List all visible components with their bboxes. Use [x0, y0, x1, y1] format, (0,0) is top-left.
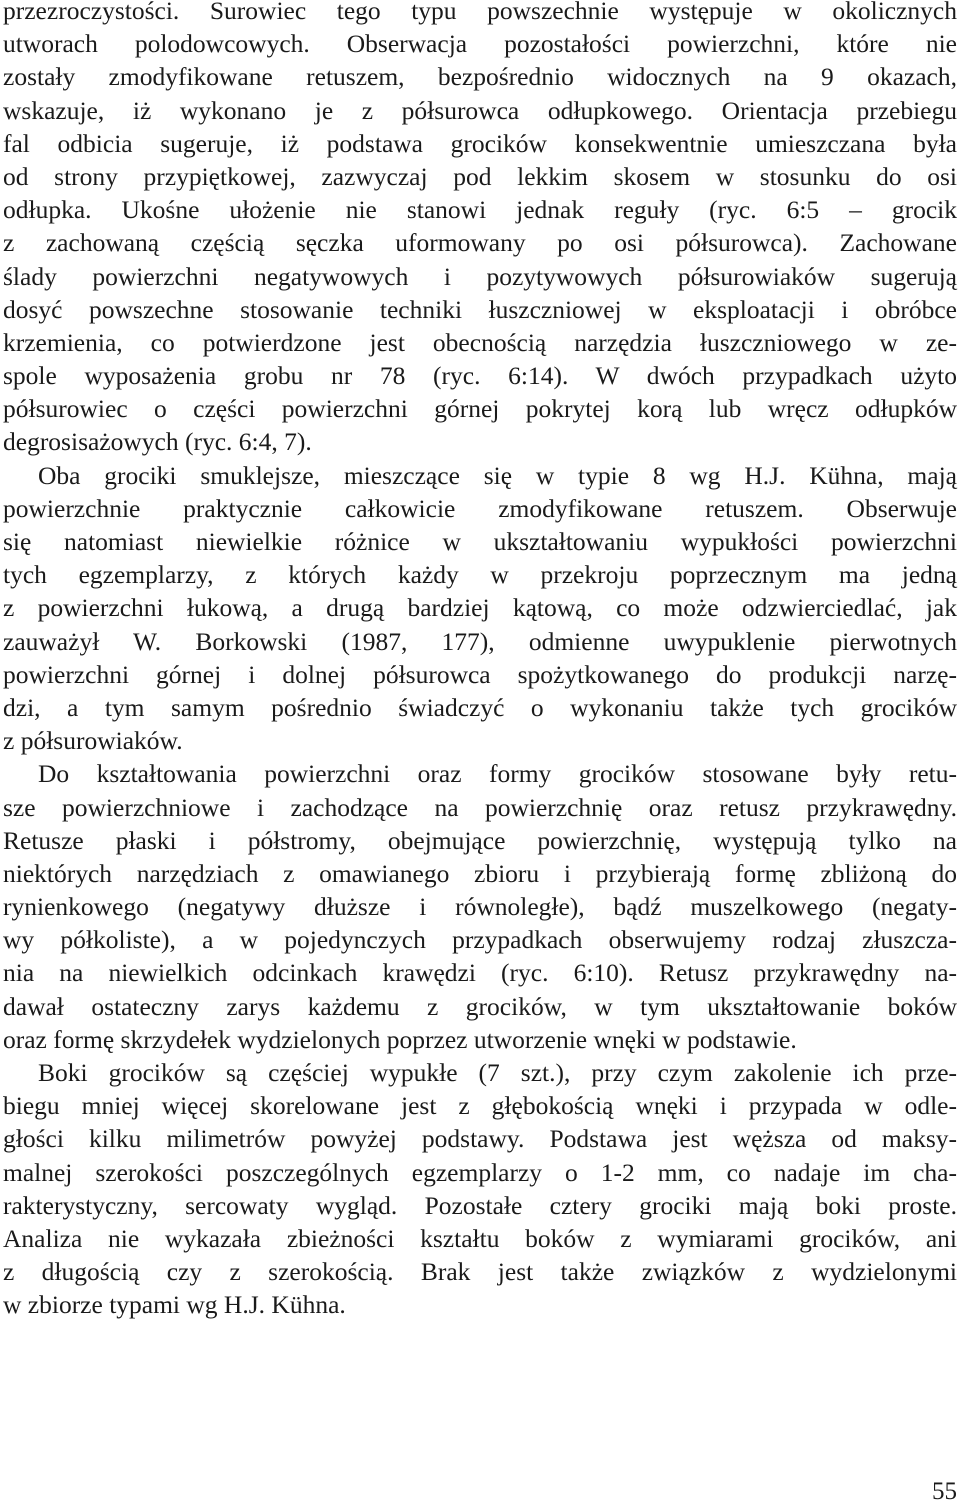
text-line: z półsurowiaków. [3, 726, 183, 756]
text-line: fal odbicia sugeruje, iż podstawa grocików konsekwentnie umieszczana była [3, 128, 957, 158]
text-line: się natomiast niewielkie różnice w ukształtowaniu wypukłości powierzchni [3, 527, 957, 556]
text-line: dawał ostateczny zarys każdemu z grocików, w tym ukształtowanie boków [3, 991, 957, 1021]
paragraph [3, 1056, 957, 1322]
text-line: spole wyposażenia grobu nr 78 (ryc. 6:14). W dwóch przypadkach użyto [3, 361, 957, 391]
text-line: odłupka. Ukośne ułożenie nie stanowi jednak reguły (ryc. 6:5 – grocik [3, 195, 957, 225]
text-line: Do kształtowania powierzchni oraz formy grocików stosowane były retu- [38, 759, 957, 789]
text-line: malnej szerokości poszczególnych egzemplarzy o 1-2 mm, co nadaje im cha- [3, 1157, 957, 1187]
text-line: tych egzemplarzy, z których każdy w przekroju poprzecznym ma jedną [3, 560, 957, 590]
text-line: biegu mniej więcej skorelowane jest z głębokością wnęki i przypada w odle- [3, 1091, 957, 1121]
text-line: ślady powierzchni negatywowych i pozytywowych półsurowiaków sugerują [3, 261, 957, 291]
text-line: rakterystyczny, sercowaty wygląd. Pozostałe cztery grociki mają boki proste. [3, 1190, 957, 1220]
text-line: z powierzchni łukową, a drugą bardziej kątową, co może odzwierciedlać, jak [3, 593, 957, 623]
text-line: w zbiorze typami wg H.J. Kühna. [3, 1290, 346, 1320]
text-line: nia na niewielkich odcinkach krawędzi (ryc. 6:10). Retusz przykrawędny na- [3, 958, 957, 988]
text-line: degrosisażowych (ryc. 6:4, 7). [3, 427, 312, 457]
text-line: powierzchni górnej i dolnej półsurowca spożytkowanego do produkcji narzę- [3, 659, 957, 689]
text-line: wskazuje, iż wykonano je z półsurowca odłupkowego. Orientacja przebiegu [3, 95, 957, 125]
text-line: wy półkoliste), a w pojedynczych przypadkach obserwujemy rodzaj złuszcza- [3, 925, 957, 955]
text-line: krzemienia, co potwierdzone jest obecnością narzędzia łuszczniowego w ze- [3, 327, 957, 357]
text-line: z długością czy z szerokością. Brak jest także związków z wydzielonymi [3, 1257, 957, 1287]
text-line: dosyć powszechne stosowanie techniki łuszczniowej w eksploatacji i obróbce [3, 294, 957, 324]
text-line: zostały zmodyfikowane retuszem, bezpośrednio widocznych na 9 okazach, [3, 62, 957, 92]
page-number: 55 [932, 1478, 957, 1505]
text-line: utworach polodowcowych. Obserwacja pozostałości powierzchni, które nie [3, 29, 957, 59]
text-line: oraz formę skrzydełek wydzielonych poprzez utworzenie wnęki w podstawie. [3, 1024, 797, 1054]
body-text [3, 0, 957, 1322]
text-line: sze powierzchniowe i zachodzące na powierzchnię oraz retusz przykrawędny. [3, 792, 957, 822]
text-line: Analiza nie wykazała zbieżności kształtu boków z wymiarami grocików, ani [3, 1223, 957, 1253]
text-line: powierzchnie praktycznie całkowicie zmodyfikowane retuszem. Obserwuje [3, 493, 957, 523]
text-line: Oba grociki smuklejsze, mieszczące się w typie 8 wg H.J. Kühna, mają [38, 460, 957, 490]
text-line: Boki grocików są częściej wypukłe (7 szt.), przy czym zakolenie ich prze- [38, 1058, 957, 1087]
text-line: głości kilku milimetrów powyżej podstawy. Podstawa jest węższa od maksy- [3, 1124, 957, 1154]
paragraph [3, 459, 957, 758]
paragraph [3, 0, 957, 459]
text-line: Retusze płaski i półstromy, obejmujące powierzchnię, występują tylko na [3, 825, 957, 855]
text-line: zauważył W. Borkowski (1987, 177), odmienne uwypuklenie pierwotnych [3, 626, 957, 656]
text-line: od strony przypiętkowej, zazwyczaj pod lekkim skosem w stosunku do osi [3, 161, 957, 191]
paragraph [3, 757, 957, 1056]
text-line: z zachowaną częścią sęczka uformowany po osi półsurowca). Zachowane [3, 228, 957, 258]
text-line: przezroczystości. Surowiec tego typu powszechnie występuje w okolicznych [3, 0, 957, 25]
text-line: półsurowiec o części powierzchni górnej pokrytej korą lub wręcz odłupków [3, 394, 957, 424]
text-line: rynienkowego (negatywy dłuższe i równoległe), bądź muszelkowego (negaty- [3, 892, 957, 922]
text-line: dzi, a tym samym pośrednio świadczyć o wykonaniu także tych grocików [3, 692, 957, 722]
text-line: niektórych narzędziach z omawianego zbioru i przybierają formę zbliżoną do [3, 858, 957, 888]
